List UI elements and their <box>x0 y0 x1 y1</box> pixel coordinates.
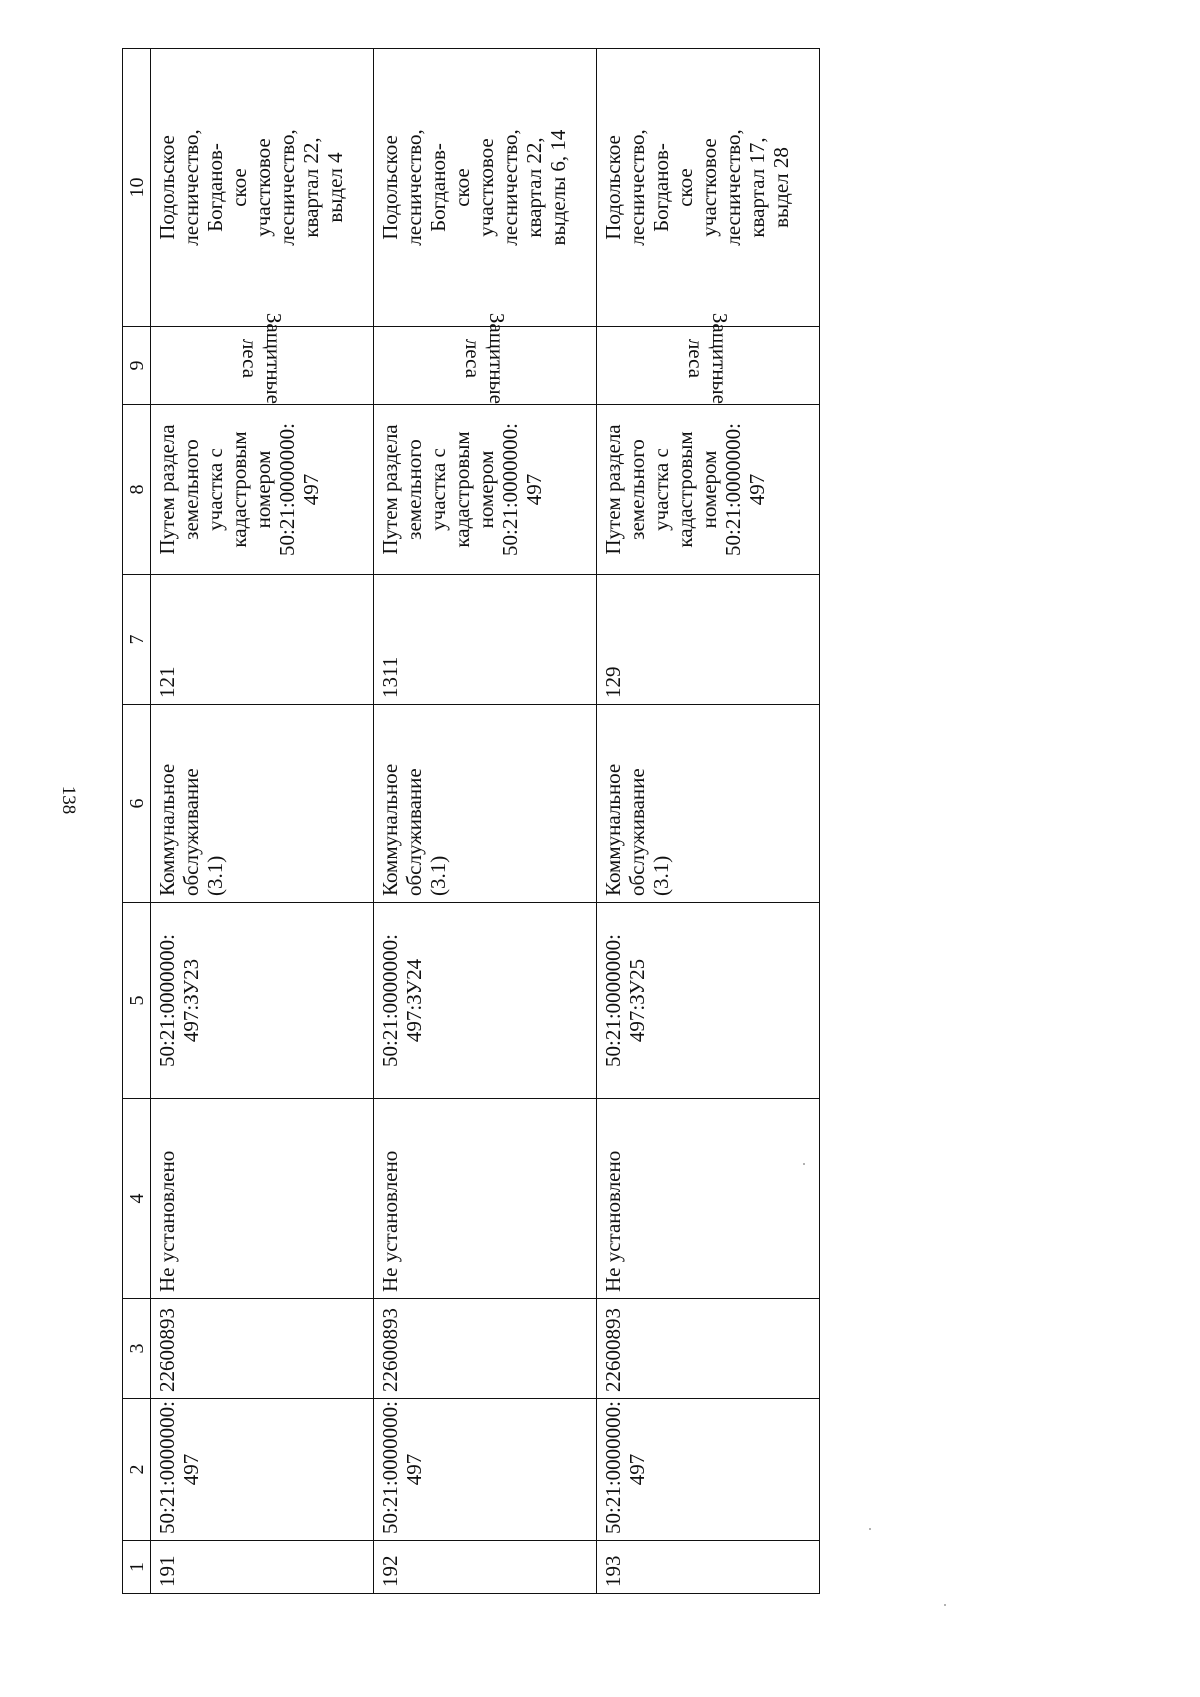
row-number-cell <box>151 1541 374 1594</box>
forest-category-text: Защитные леса <box>461 312 509 404</box>
plot-cadastral-text: 50:21:0000000: 497:ЗУ23 <box>155 934 203 1068</box>
status-text: Не установлено <box>601 1150 625 1292</box>
table-row <box>597 49 820 1594</box>
rotated-table-container <box>122 49 832 1594</box>
permitted-use-cell <box>151 705 374 903</box>
row-number-cell <box>597 1541 820 1594</box>
code-text: 22600893 <box>601 1308 625 1392</box>
parent-cadastral-cell <box>374 1399 597 1541</box>
status-text: Не установлено <box>155 1150 179 1292</box>
plot-cadastral-cell <box>374 903 597 1099</box>
row-number-text: 191 <box>155 1555 179 1587</box>
row-number-text: 192 <box>378 1555 402 1587</box>
forest-category-cell <box>374 312 597 405</box>
location-text: Подольское лесничество, Богданов- ское участковое лесничество, квартал 22, выдел 4 <box>155 129 347 246</box>
column-number: 8 <box>123 405 151 575</box>
row-number-cell <box>374 1541 597 1594</box>
scan-speck <box>803 1163 805 1165</box>
status-cell <box>374 1099 597 1299</box>
forest-category-cell <box>151 312 374 405</box>
parent-cadastral-text: 50:21:0000000: 497 <box>378 1400 426 1534</box>
location-cell <box>597 49 820 327</box>
code-cell <box>597 1299 820 1399</box>
area-text: 1311 <box>378 656 402 698</box>
location-text: Подольское лесничество, Богданов- ское участковое лесничество, квартал 22, выделы 6, 14 <box>378 129 570 246</box>
area-text: 121 <box>155 666 179 698</box>
permitted-use-cell <box>597 705 820 903</box>
column-number: 1 <box>123 1541 151 1594</box>
scan-speck <box>944 1604 946 1606</box>
column-number: 2 <box>123 1399 151 1541</box>
column-number: 10 <box>123 49 151 327</box>
plot-cadastral-text: 50:21:0000000: 497:ЗУ25 <box>601 934 649 1068</box>
formation-method-text: Путем раздела земельного участка с кадастровым номером 50:21:0000000: 497 <box>601 423 769 557</box>
permitted-use-text: Коммунальное обслуживание (3.1) <box>155 763 227 896</box>
column-number: 7 <box>123 575 151 705</box>
permitted-use-cell <box>374 705 597 903</box>
parent-cadastral-cell <box>151 1399 374 1541</box>
forest-category-text: Защитные леса <box>238 312 286 404</box>
land-plots-table <box>122 48 820 1594</box>
permitted-use-text: Коммунальное обслуживание (3.1) <box>601 763 673 896</box>
code-cell <box>374 1299 597 1399</box>
code-text: 22600893 <box>155 1308 179 1392</box>
formation-method-text: Путем раздела земельного участка с кадастровым номером 50:21:0000000: 497 <box>155 423 323 557</box>
table-row <box>374 49 597 1594</box>
page-number: 138 <box>58 785 79 815</box>
plot-cadastral-cell <box>597 903 820 1099</box>
column-number: 9 <box>123 327 151 405</box>
scan-speck <box>869 1528 871 1530</box>
plot-cadastral-cell <box>151 903 374 1099</box>
area-cell <box>151 575 374 705</box>
parent-cadastral-text: 50:21:0000000: 497 <box>601 1400 649 1534</box>
column-number-row <box>123 49 151 1594</box>
permitted-use-text: Коммунальное обслуживание (3.1) <box>378 763 450 896</box>
formation-method-cell <box>151 405 374 575</box>
column-number: 3 <box>123 1299 151 1399</box>
area-cell <box>597 575 820 705</box>
formation-method-cell <box>374 405 597 575</box>
parent-cadastral-text: 50:21:0000000: 497 <box>155 1400 203 1534</box>
row-number-text: 193 <box>601 1555 625 1587</box>
location-text: Подольское лесничество, Богданов- ское участковое лесничество, квартал 17, выдел 28 <box>601 129 793 246</box>
status-cell <box>151 1099 374 1299</box>
area-text: 129 <box>601 666 625 698</box>
code-text: 22600893 <box>378 1308 402 1392</box>
code-cell <box>151 1299 374 1399</box>
status-cell <box>597 1099 820 1299</box>
forest-category-cell <box>597 312 820 405</box>
table-row <box>151 49 374 1594</box>
column-number: 5 <box>123 903 151 1099</box>
formation-method-cell <box>597 405 820 575</box>
plot-cadastral-text: 50:21:0000000: 497:ЗУ24 <box>378 934 426 1068</box>
location-cell <box>151 49 374 327</box>
parent-cadastral-cell <box>597 1399 820 1541</box>
column-number: 6 <box>123 705 151 903</box>
location-cell <box>374 49 597 327</box>
area-cell <box>374 575 597 705</box>
forest-category-text: Защитные леса <box>684 312 732 404</box>
status-text: Не установлено <box>378 1150 402 1292</box>
table-body <box>151 49 820 1594</box>
column-number: 4 <box>123 1099 151 1299</box>
formation-method-text: Путем раздела земельного участка с кадастровым номером 50:21:0000000: 497 <box>378 423 546 557</box>
